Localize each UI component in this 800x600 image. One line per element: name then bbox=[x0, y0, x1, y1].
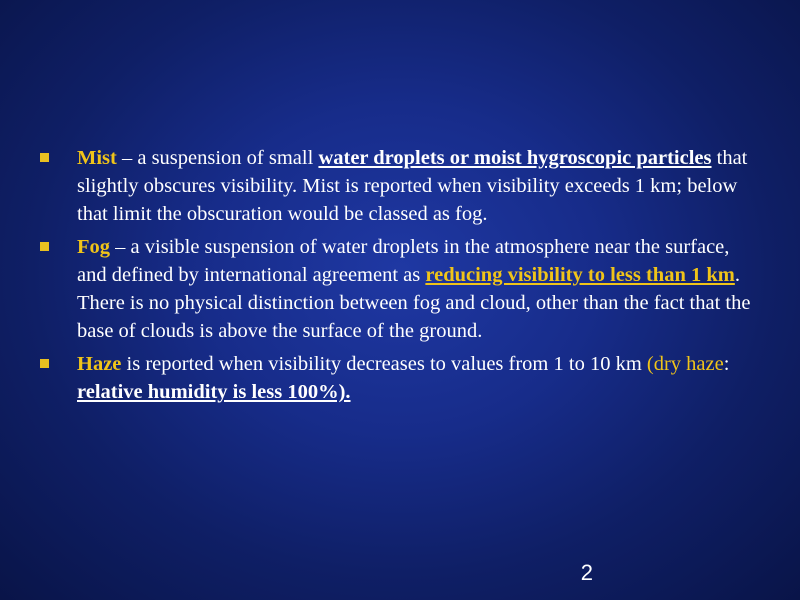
bullet-item-haze bbox=[40, 350, 760, 406]
definition-text: is reported when visibility decreases to values from 1 to 10 km bbox=[121, 353, 647, 375]
bullet-item-mist bbox=[40, 144, 760, 228]
term-fog: Fog bbox=[77, 236, 111, 258]
highlighted-phrase: relative humidity is less 100%). bbox=[77, 381, 351, 403]
highlighted-phrase: water droplets or moist hygroscopic particles bbox=[318, 147, 712, 169]
term-mist: Mist bbox=[77, 147, 117, 169]
bullet-list bbox=[40, 144, 760, 411]
definition-text: that slightly obscures visibility. Mist is reported when visibility exceeds 1 km; below that limit the obscuration would be classed as fog. bbox=[77, 147, 748, 225]
page-number: 2 bbox=[580, 560, 593, 585]
square-bullet-icon bbox=[40, 242, 49, 251]
paren-open: ( bbox=[646, 353, 654, 375]
definition-text: – a visible suspension of water droplets in the atmosphere near the surface, and defined by international agreement as bbox=[77, 236, 730, 286]
definition-text: – a suspension of small bbox=[116, 147, 319, 169]
colon: : bbox=[723, 353, 730, 375]
subterm-dry-haze: dry haze bbox=[653, 353, 724, 375]
term-haze: Haze bbox=[77, 353, 122, 375]
highlighted-phrase: reducing visibility to less than 1 km bbox=[425, 264, 735, 286]
bullet-item-fog bbox=[40, 233, 760, 345]
square-bullet-icon bbox=[40, 153, 49, 162]
square-bullet-icon bbox=[40, 359, 49, 368]
definition-text: . There is no physical distinction between fog and cloud, other than the fact that the base of clouds is above the surface of the ground. bbox=[77, 264, 751, 342]
